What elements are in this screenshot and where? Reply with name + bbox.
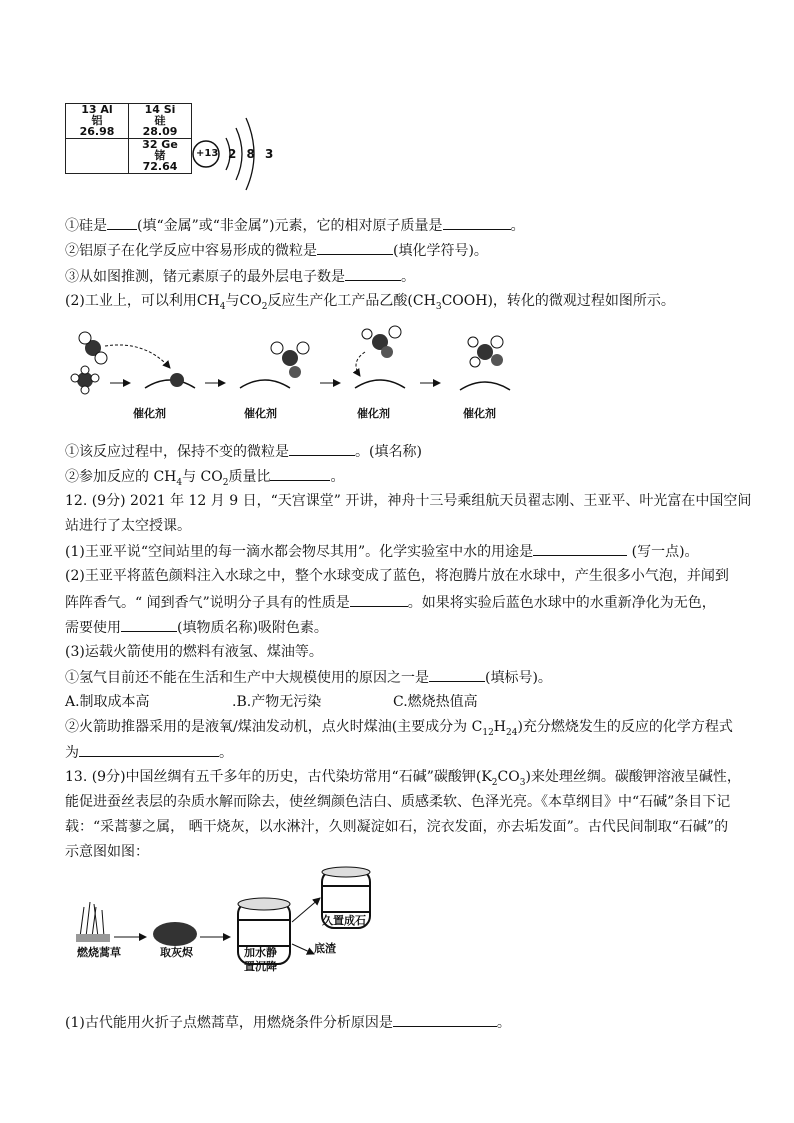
q12-stem-2: 站进行了太空授课。 xyxy=(65,518,191,534)
empty-cell xyxy=(66,139,129,174)
shell-electrons: 2 8 3 xyxy=(228,147,277,161)
answer-blank[interactable] xyxy=(393,1012,497,1027)
catalyst-label-3: 催化剂 xyxy=(357,407,390,420)
q13-part1: (1)古代能用火折子点燃蒿草，用燃烧条件分析原因是 。 xyxy=(65,1012,511,1033)
answer-blank[interactable] xyxy=(429,667,485,682)
answer-blank[interactable] xyxy=(79,742,219,757)
answer-blank[interactable] xyxy=(289,441,355,456)
q12-part2-line2: 阵阵香气。“ 闻到香气”说明分子具有的性质是 。如果将实验后蓝色水球中的水重新净化为无色， xyxy=(65,592,716,613)
q12-stem-1: 12. (9分) 2021 年 12 月 9 日，“天宫课堂” 开讲，神舟十三号乘组航天员翟志刚、王亚平、叶光富在中国空间 xyxy=(65,493,752,509)
q12-part3: (3)运载火箭使用的燃料有液氢、煤油等。 xyxy=(65,644,323,660)
q12-part2-line1: (2)王亚平将蓝色颜料注入水球之中，整个水球变成了蓝色，将泡腾片放在水球中，产生很多小气泡，并闻到 xyxy=(65,568,729,584)
q13-stem-3: 载：“采蒿蓼之属， 晒干烧灰，以水淋汁，久则凝淀如石，浣衣发面，亦去垢发面”。古代民间制取“石碱”的 xyxy=(65,819,729,835)
q12-part3-sub1: ①氢气目前还不能在生活和生产中大规模使用的原因之一是 (填标号)。 xyxy=(65,667,552,688)
q12-part2-line3: 需要使用 (填物质名称)吸附色素。 xyxy=(65,617,328,638)
answer-blank[interactable] xyxy=(107,215,137,230)
caption-stone: 久置成石 xyxy=(322,914,366,927)
q11-sub1: ①硅是 (填“金属”或“非金属”)元素，它的相对原子质量是 。 xyxy=(65,215,525,236)
q13-stem-2: 能促进蚕丝表层的杂质水解而除去，使丝绸颜色洁白、质感柔软、色泽光亮。《本草纲目》中“石碱”条目下记 xyxy=(65,794,731,810)
answer-blank[interactable] xyxy=(317,240,393,255)
q12-part3-sub2-answer: 为 。 xyxy=(65,742,233,763)
caption-add-water-2: 置沉降 xyxy=(244,960,277,973)
q12-part3-sub2: ②火箭助推器采用的是液氧/煤油发动机，点火时煤油(主要成分为 $C_{12}H_{24}$)充分燃烧发生的反应的化学方程式 xyxy=(65,719,733,738)
caption-add-water-1: 加水静 xyxy=(244,946,277,959)
q13-stem-1: 13. (9分)中国丝绸有五千多年的历史，古代染坊常用“石碱”碳酸钾$(K_2CO_3)$来处理丝绸。碳酸钾溶液呈碱性， xyxy=(65,769,741,788)
answer-blank[interactable] xyxy=(443,215,511,230)
reaction-process-diagram xyxy=(65,320,535,400)
q13-stem-4: 示意图如图： xyxy=(65,844,149,860)
q11-part2: (2)工业上，可以利用$CH_4$与$CO_2$反应生产化工产品乙酸$(CH_3COOH)$，转化的微观过程如图所示。 xyxy=(65,293,675,312)
element-si: 14 Si 硅 28.09 xyxy=(129,104,192,139)
element-al: 13 Al 铝 26.98 xyxy=(66,104,129,139)
option-a[interactable]: A.制取成本高 xyxy=(65,694,150,710)
stone-alkali-process-diagram xyxy=(70,862,410,1002)
element-ge: 32 Ge 锗 72.64 xyxy=(129,139,192,174)
answer-blank[interactable] xyxy=(121,617,177,632)
answer-blank[interactable] xyxy=(345,266,401,281)
caption-residue: 底渣 xyxy=(314,942,336,955)
q12-options xyxy=(65,692,478,712)
caption-burn-grass: 燃烧蒿草 xyxy=(77,946,121,959)
caption-take-ash: 取灰烬 xyxy=(160,946,193,959)
option-c[interactable]: C.燃烧热值高 xyxy=(393,694,478,710)
q12-part1: (1)王亚平说“空间站里的每一滴水都会物尽其用”。化学实验室中水的用途是 (写一点)。 xyxy=(65,541,699,562)
catalyst-label-1: 催化剂 xyxy=(133,407,166,420)
catalyst-label-2: 催化剂 xyxy=(244,407,277,420)
q11-part2-sub2: ②参加反应的 $CH_4$与 $CO_2$质量比 。 xyxy=(65,466,344,493)
answer-blank[interactable] xyxy=(270,466,330,481)
answer-blank[interactable] xyxy=(350,592,408,607)
q11-sub2: ②铝原子在化学反应中容易形成的微粒是 (填化学符号)。 xyxy=(65,240,488,261)
option-b[interactable]: .B.产物无污染 xyxy=(232,694,322,710)
q11-part2-sub1: ①该反应过程中，保持不变的微粒是 。(填名称) xyxy=(65,441,422,462)
catalyst-label-4: 催化剂 xyxy=(463,407,496,420)
answer-blank[interactable] xyxy=(533,541,627,556)
nucleus-charge: +13 xyxy=(196,148,219,159)
q11-sub3: ③从如图推测，锗元素原子的最外层电子数是 。 xyxy=(65,266,415,287)
periodic-table xyxy=(65,103,192,174)
